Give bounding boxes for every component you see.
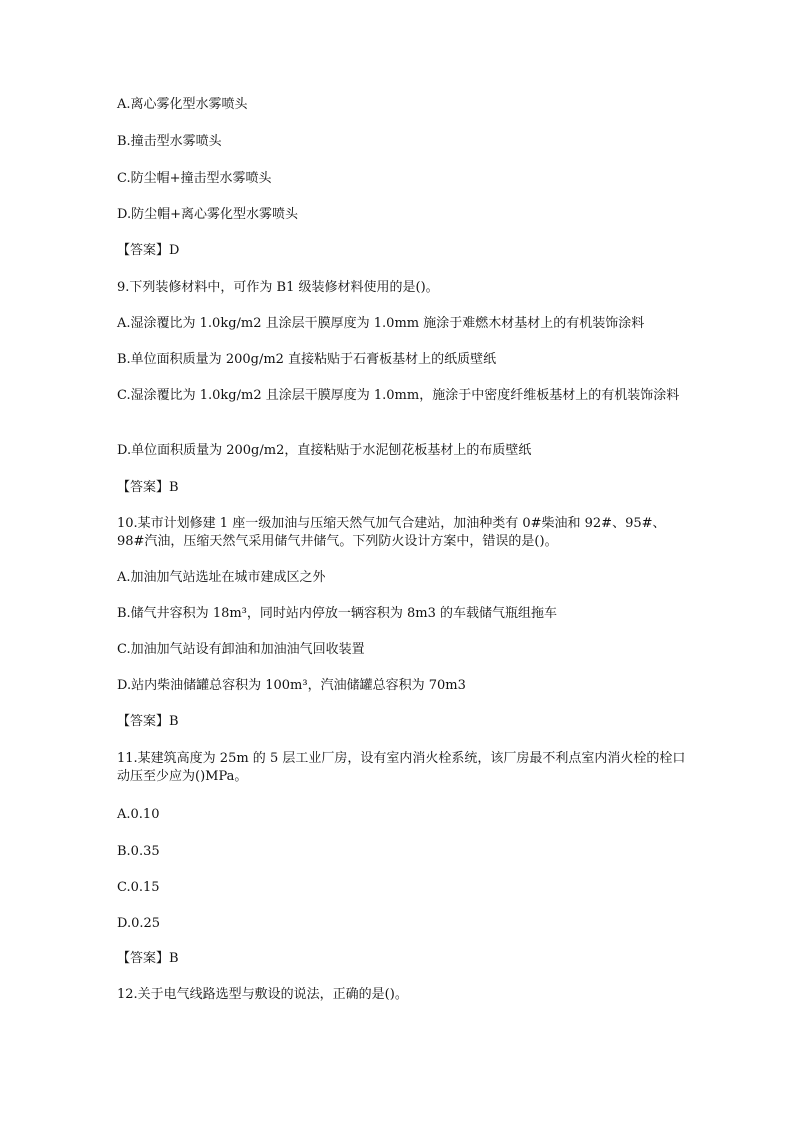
q10-option-c: C.加油加气站设有卸油和加油油气回收装置 (117, 642, 365, 657)
q9-option-a: A.湿涂覆比为 1.0kg/m2 且涂层干膜厚度为 1.0mm 施涂于难燃木材基材上的有机装饰涂料 (117, 316, 645, 331)
q10-option-b: B.储气井容积为 18m³，同时站内停放一辆容积为 8m3 的车载储气瓶组拖车 (117, 606, 558, 621)
q9-answer: 【答案】B (117, 480, 179, 495)
q9-stem: 9.下列装修材料中，可作为 B1 级装修材料使用的是()。 (117, 280, 439, 295)
q8-option-b: B.撞击型水雾喷头 (117, 134, 222, 149)
q8-option-c: C.防尘帽+撞击型水雾喷头 (117, 171, 272, 186)
q10-option-a: A.加油加气站选址在城市建成区之外 (117, 570, 326, 585)
q10-answer: 【答案】B (117, 714, 179, 729)
q8-answer: 【答案】D (117, 243, 180, 258)
q11-option-b: B.0.35 (117, 844, 160, 859)
q8-option-d: D.防尘帽+离心雾化型水雾喷头 (117, 207, 298, 222)
q9-option-d: D.单位面积质量为 200g/m2，直接粘贴于水泥刨花板基材上的布质壁纸 (117, 443, 532, 458)
q11-option-c: C.0.15 (117, 880, 160, 895)
q9-option-b: B.单位面积质量为 200g/m2 直接粘贴于石膏板基材上的纸质壁纸 (117, 352, 497, 367)
q11-option-a: A.0.10 (117, 807, 160, 822)
q9-option-c: C.湿涂覆比为 1.0kg/m2 且涂层干膜厚度为 1.0mm，施涂于中密度纤维板基材上的有机装饰涂料 (117, 388, 680, 403)
q11-stem: 11.某建筑高度为 25m 的 5 层工业厂房，设有室内消火栓系统，该厂房最不利点室内消火栓的栓口动压至少应为()MPa。 (117, 751, 686, 784)
q10-stem: 10.某市计划修建 1 座一级加油与压缩天然气加气合建站，加油种类有 0#柴油和 92#、95#、98#汽油，压缩天然气采用储气井储气。下列防火设计方案中，错误的是()。 (117, 516, 666, 549)
q10-option-d: D.站内柴油储罐总容积为 100m³，汽油储罐总容积为 70m3 (117, 678, 466, 693)
q8-option-a: A.离心雾化型水雾喷头 (117, 97, 248, 112)
q11-option-d: D.0.25 (117, 916, 161, 931)
q12-stem: 12.关于电气线路选型与敷设的说法，正确的是()。 (117, 987, 408, 1002)
q11-answer: 【答案】B (117, 951, 179, 966)
